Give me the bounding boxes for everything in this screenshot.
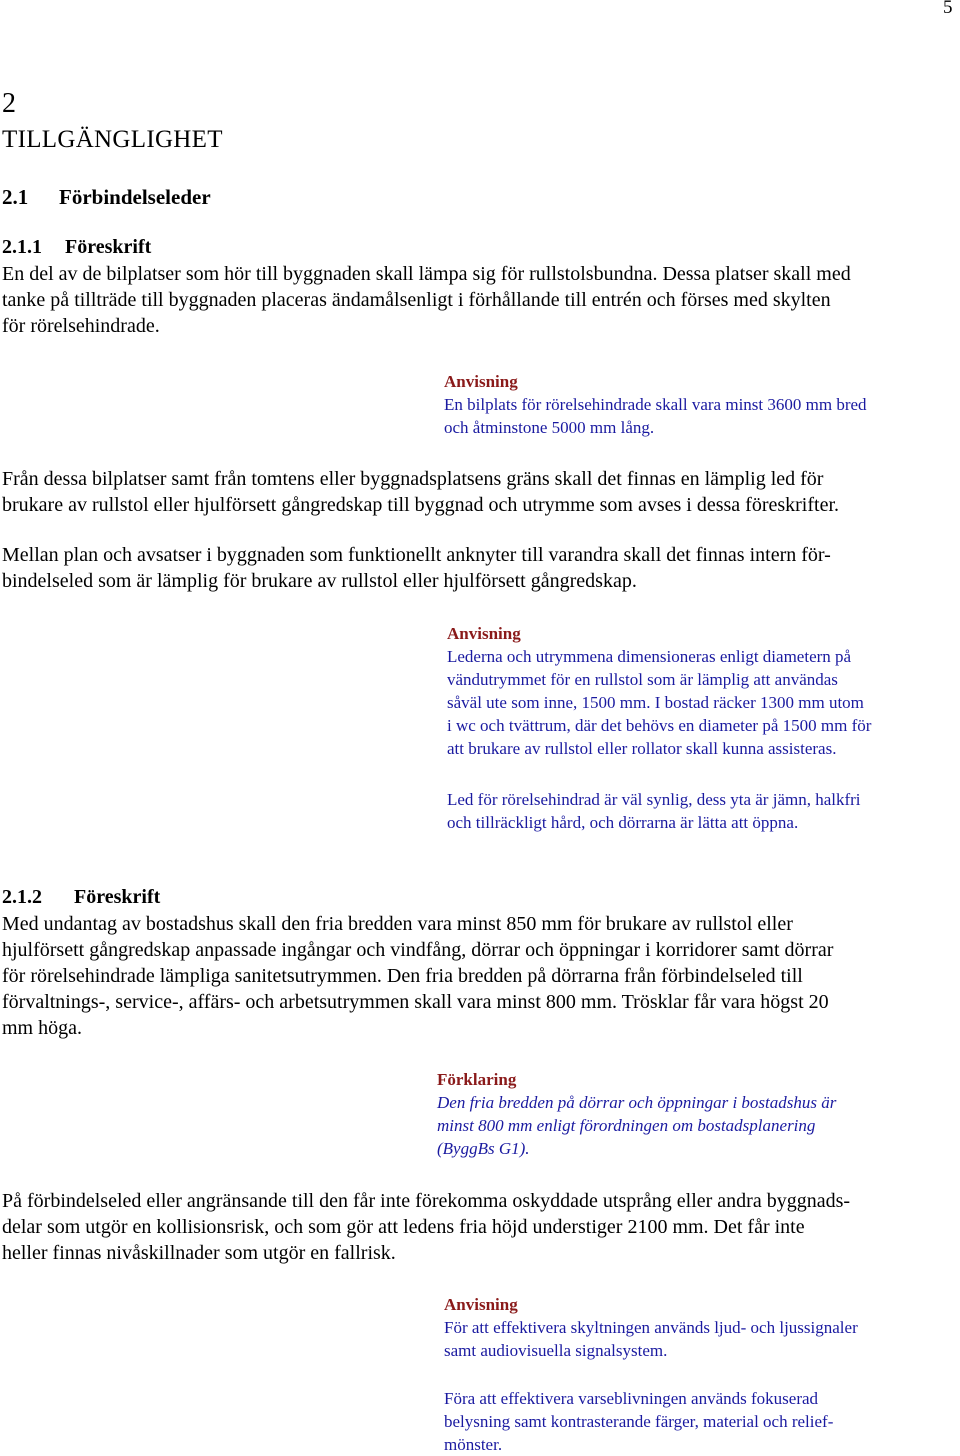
section-title: Förbindelseleder <box>59 185 211 209</box>
text-line: att brukare av rullstol eller rollator skall kunna assisteras. <box>447 739 837 758</box>
note-heading: Anvisning <box>447 624 521 643</box>
text-line: Mellan plan och avsatser i byggnaden som funktionellt anknyter till varandra skall det finnas intern för- <box>2 544 831 566</box>
text-line: En del av de bilplatser som hör till byggnaden skall lämpa sig för rullstolsbundna. Dessa platser skall med <box>2 263 851 285</box>
paragraph-internal-route <box>2 542 831 594</box>
note-turning-space <box>447 622 871 760</box>
paragraph-door-width <box>2 911 833 1041</box>
note-heading: Anvisning <box>444 372 518 391</box>
section-number: 2.1.2 <box>2 886 42 908</box>
paragraph-protrusions <box>2 1188 850 1266</box>
text-line: delar som utgör en kollisionsrisk, och som gör att ledens fria höjd understiger 2100 mm. Det får inte <box>2 1216 805 1238</box>
text-line: i wc och tvättrum, där det behövs en diameter på 1500 mm för <box>447 716 872 735</box>
paragraph-route <box>2 466 839 518</box>
text-line: mm höga. <box>2 1017 82 1039</box>
text-line: En bilplats för rörelsehindrade skall vara minst 3600 mm bred <box>444 395 867 414</box>
text-line: Föra att effektivera varseblivningen används fokuserad <box>444 1389 819 1408</box>
note-signals <box>444 1293 858 1362</box>
section-number: 2.1.1 <box>2 236 42 258</box>
text-line: minst 800 mm enligt förordningen om bostadsplanering <box>437 1116 816 1135</box>
text-line: för rörelsehindrade. <box>2 315 160 337</box>
section-2-1-heading <box>2 185 211 210</box>
note-parking-dimensions <box>444 370 867 439</box>
text-line: mönster. <box>444 1435 503 1454</box>
section-number: 2.1 <box>2 185 29 209</box>
text-line: för rörelsehindrade lämpliga sanitetsutrymmen. Den fria bredden på dörrarna från förbindelseled till <box>2 965 803 987</box>
text-line: heller finnas nivåskillnader som utgör en fallrisk. <box>2 1242 396 1264</box>
text-line: och tillräckligt hård, och dörrarna är lätta att öppna. <box>447 813 799 832</box>
section-2-1-1-heading <box>2 236 151 259</box>
note-route-surface <box>447 788 861 834</box>
section-2-1-2-heading <box>2 886 160 909</box>
text-line: Från dessa bilplatser samt från tomtens eller byggnadsplatsens gräns skall det finnas en lämplig led för <box>2 468 824 490</box>
text-line: hjulförsett gångredskap anpassade ingångar och vindfång, dörrar och öppningar i korridorer samt dörrar <box>2 939 834 961</box>
text-line: såväl ute som inne, 1500 mm. I bostad räcker 1300 mm utom <box>447 693 864 712</box>
text-line: tanke på tillträde till byggnaden placeras ändamålsenligt i förhållande till entrén och förses med skylten <box>2 289 831 311</box>
text-line: belysning samt kontrasterande färger, material och relief- <box>444 1412 834 1431</box>
text-line: brukare av rullstol eller hjulförsett gångredskap till byggnad och utrymme som avses i dessa föreskrifter. <box>2 494 840 516</box>
text-line: Lederna och utrymmena dimensioneras enligt diametern på <box>447 647 852 666</box>
text-line: samt audiovisuella signalsystem. <box>444 1341 668 1360</box>
section-title: Föreskrift <box>65 236 152 258</box>
text-line: Med undantag av bostadshus skall den fria bredden vara minst 850 mm för brukare av rullstol eller <box>2 913 793 935</box>
note-lighting <box>444 1387 833 1456</box>
section-title: Föreskrift <box>74 886 161 908</box>
note-heading: Anvisning <box>444 1295 518 1314</box>
text-line: (ByggBs G1). <box>437 1139 530 1158</box>
text-line: vändutrymmet för en rullstol som är lämplig att användas <box>447 670 838 689</box>
text-line: För att effektivera skyltningen används ljud- och ljussignaler <box>444 1318 858 1337</box>
text-line: Led för rörelsehindrad är väl synlig, dess yta är jämn, halkfri <box>447 790 861 809</box>
page-number: 5 <box>943 0 953 18</box>
text-line: förvaltnings-, service-, affärs- och arbetsutrymmen skall vara minst 800 mm. Trösklar får vara högst 20 <box>2 991 829 1013</box>
note-heading: Förklaring <box>437 1070 517 1089</box>
paragraph-parking <box>2 261 851 339</box>
text-line: Den fria bredden på dörrar och öppningar i bostadshus är <box>437 1093 837 1112</box>
chapter-title: TILLGÄNGLIGHET <box>2 126 223 153</box>
text-line: På förbindelseled eller angränsande till den får inte förekomma oskyddade utsprång eller andra byggnads- <box>2 1190 851 1212</box>
note-explanation <box>437 1068 836 1160</box>
text-line: bindelseled som är lämplig för brukare av rullstol eller hjulförsett gångredskap. <box>2 570 637 592</box>
text-line: och åtminstone 5000 mm lång. <box>444 418 655 437</box>
chapter-number: 2 <box>2 88 16 119</box>
